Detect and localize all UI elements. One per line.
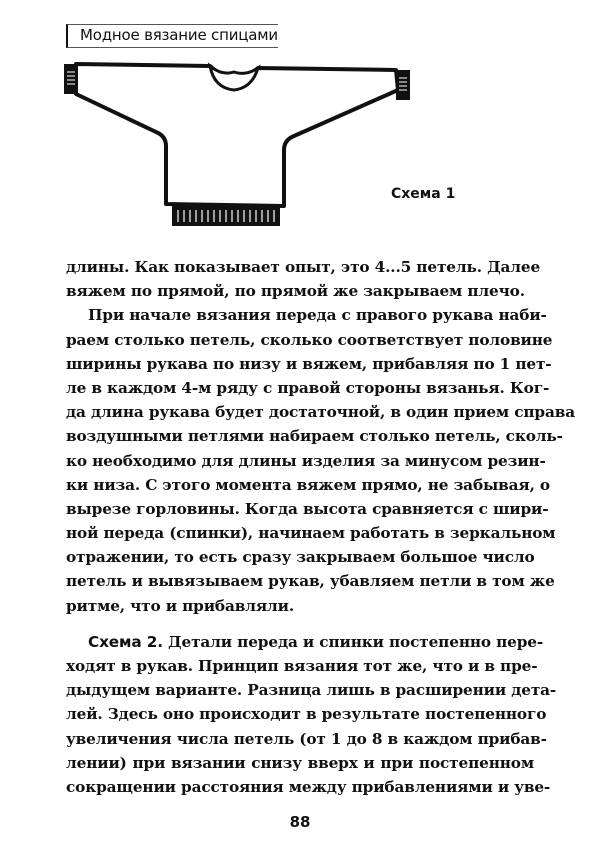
text-line: лей. Здесь оно происходит в результате постепенного [66,705,547,724]
figure-caption: Схема 1 [391,186,456,202]
text-line: дыдущем варианте. Разница лишь в расширении дета- [66,681,557,700]
sweater-schematic-icon [62,58,422,238]
text-line: да длина рукава будет достаточной, в один прием справа [66,403,575,422]
scheme-2-label: Схема 2. [88,632,163,651]
text-line: отражении, то есть сразу закрываем большое число [66,548,535,567]
text-line: увеличения числа петель (от 1 до 8 в каждом прибав- [66,729,547,748]
text-line: ритме, что и прибавляли. [66,596,294,615]
body-text [66,255,575,799]
text-line: вырезе горловины. Когда высота сравняется с шири- [66,499,549,518]
running-title: Модное вязание спицами [80,26,278,44]
text-line: ко необходимо для длины изделия за минусом резин- [66,451,546,470]
page-number: 88 [289,813,311,831]
paragraph-3 [66,630,557,799]
text-fragment: Детали переда и спинки постепенно пере- [162,632,544,651]
text-line: ки низа. С этого момента вяжем прямо, не забывая, о [66,475,550,494]
text-line: ширины рукава по низу и вяжем, прибавляя по 1 пет- [66,354,552,373]
running-header [66,24,278,48]
text-line: вяжем по прямой, по прямой же закрываем плечо. [66,282,525,301]
paragraph-1 [66,255,541,303]
text-line: ходят в рукав. Принцип вязания тот же, что и в пре- [66,657,538,675]
text-line: ной переда (спинки), начинаем работать в зеркальном [66,524,556,543]
text-line: петель и вывязываем рукав, убавляем петли в том же [66,572,555,591]
text-line [66,630,544,654]
text-line: длины. Как показывает опыт, это 4...5 петель. Далее [66,258,541,276]
text-line: раем столько петель, сколько соответствует половине [66,330,553,349]
text-line: воздушными петлями набираем столько петель, сколь- [66,427,563,446]
paragraph-2 [66,303,575,617]
text-line: сокращении расстояния между прибавлениями и уве- [66,777,551,796]
text-line: лении) при вязании снизу вверх и при постепенном [66,753,534,772]
sweater-schematic-figure [62,58,422,238]
text-line: При начале вязания переда с правого рукава наби- [88,306,547,325]
text-line: ле в каждом 4-м ряду с правой стороны вязанья. Ког- [66,378,550,397]
